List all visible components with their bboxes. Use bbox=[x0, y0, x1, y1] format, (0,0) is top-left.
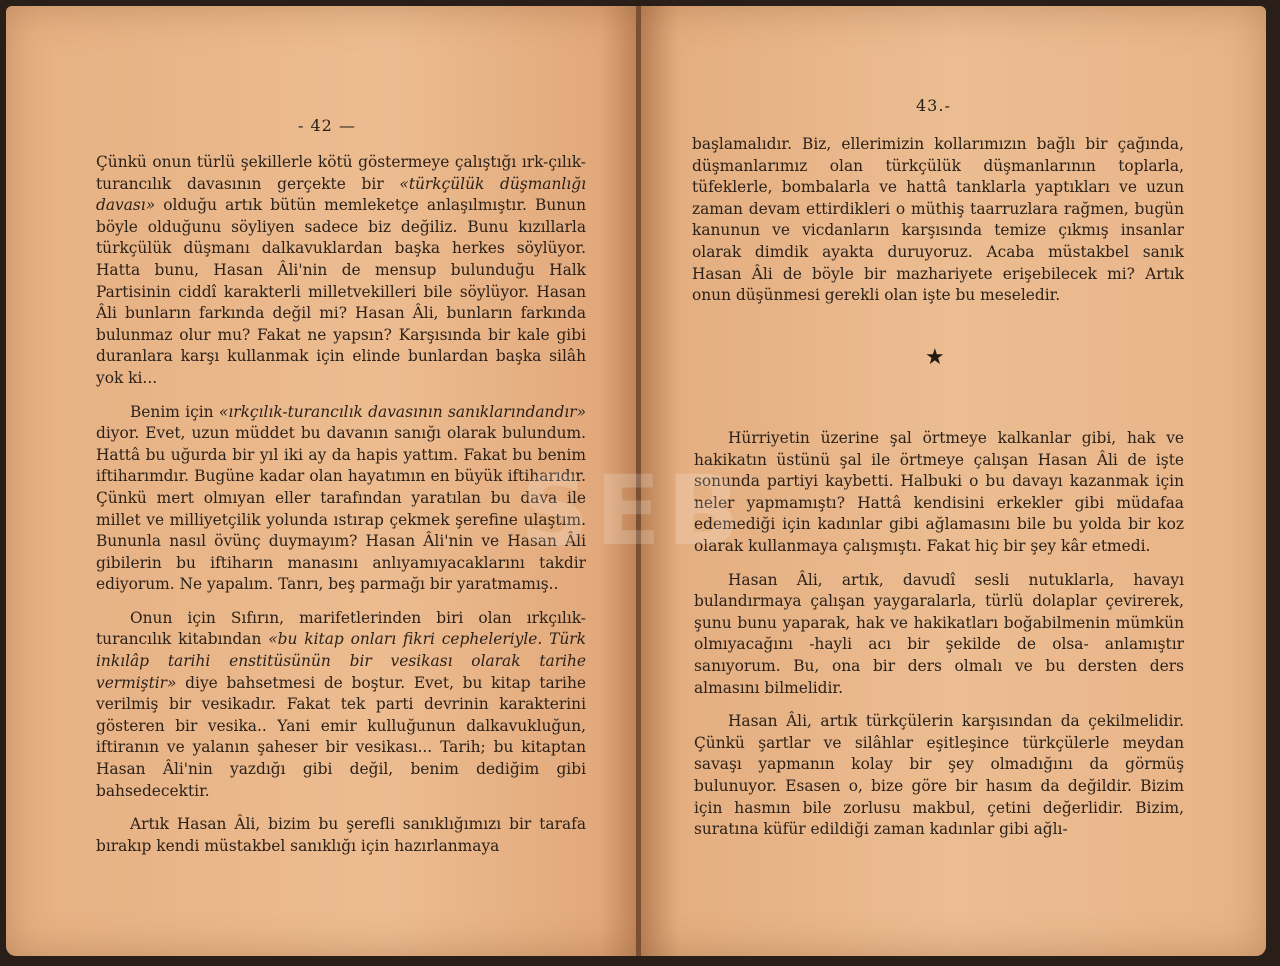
text-run: diyor. Evet, uzun müddet bu davanın sanığı olarak bulundum. Hattâ bu uğurda bir yıl iki ay da hapis yattım. Fakat bu benim iftiharımdır. Bugüne kadar olan hayatımın en büyük iftiharıdır. Çünkü mert olmıyan eller tarafından yaratılan bu dava ile millet ve milliyetçilik yolunda ıstırap çekmek şerefine ulaştım. Bununla nasıl övünç duymayım? Hasan Âli'nin ve Hasan Âli gibilerin bu iftiharın manasını anlıyamıyacaklarını takdir ediyorum. Ne yapalım. Tanrı, beş parmağı bir yaratmamış.. bbox=[96, 424, 586, 594]
text-run: Hürriyetin üzerine şal örtmeye kalkanlar gibi, hak ve hakikatın üstünü şal ile örtmeye çalışan Hasan Âli de işte sonunda partiyi kaybetti. Halbuki o bu davayı kazanmak için neler yapmamıştı? Hattâ kendisini erkekler gibi müdafaa edemediği için kadınlar gibi ağlamasını bile bu yolda bir koz olarak kullanmaya çalışmıştı. Fakat hiç bir şey kâr etmedi. bbox=[694, 429, 1184, 555]
paragraph bbox=[694, 428, 1184, 558]
paragraph bbox=[692, 134, 1184, 307]
text-run: başlamalıdır. Biz, ellerimizin kollarımızın bağlı bir çağında, düşmanlarımız olan türkçülük düşmanlarının toplarla, tüfeklerle, bombalarla ve hattâ tanklarla yaptıkları ve uzun zaman devam ettirdikleri o müthiş taarruzlara rağmen, bugün kanunun ve vicdanların karşısında temize çıkmış insanlar olarak dimdik ayakta duruyoruz. Acaba müstakbel sanık Hasan Âli de böyle bir mazhariyete erişebilecek mi? Artık onun düşünmesi gerekli olan işte bu meseledir. bbox=[692, 135, 1184, 305]
italic-quote: «türkçülük düşmanlığı davası» bbox=[96, 174, 586, 215]
text-run: Hasan Âli, artık, davudî sesli nutuklarla, havayı bulandırmaya çalışan yaygaralarla, türlü dolaplar çevirerek, şunu bunu yaparak, hak ve hakikatları boğabilmenin mümkün olmıyacağını -hayli acı bir şekilde de olsa- anlamıştır sanıyorum. Bu, ona bir ders olmalı ve bu dersten ders almasını bilmelidir. bbox=[694, 570, 1184, 697]
right-page-text-top bbox=[692, 134, 1184, 307]
paragraph bbox=[694, 711, 1184, 841]
left-page-text bbox=[96, 152, 586, 857]
paragraph bbox=[694, 570, 1184, 700]
text-run: Onun için Sıfırın, marifetlerinden biri olan ırkçılık-turancılık kitabından bbox=[96, 608, 586, 649]
right-page-number: 43.- bbox=[916, 96, 951, 115]
right-page-text-bottom bbox=[694, 428, 1184, 841]
section-separator-star-icon: ★ bbox=[925, 345, 945, 370]
italic-quote: «ırkçılık-turancılık davasının sanıklarındandır» bbox=[218, 402, 586, 421]
paragraph bbox=[96, 402, 586, 596]
paragraph bbox=[96, 814, 586, 857]
left-page-number: - 42 — bbox=[298, 116, 356, 135]
text-run: Benim için bbox=[130, 402, 219, 421]
paragraph bbox=[96, 608, 586, 802]
text-run: diye bahsetmesi de boştur. Evet, bu kitap tarihe verilmiş bir vesikadır. Fakat tek parti devrinin karakterini gösteren bir vesika.. Yani emir kulluğunun dalkavukluğun, iftiranın ve yalanın şaheser bir vesikası... Tarih; bu kitaptan Hasan Âli'nin yazdığı gibi değil, benim dediğim gibi bahsedecektir. bbox=[96, 673, 586, 800]
watermark: SEB bbox=[520, 455, 746, 567]
italic-quote: «bu kitap onları fikri cepheleriyle. Türk inkılâp tarihi enstitüsünün bir vesikası olarak tarihe vermiştir» bbox=[96, 630, 586, 692]
text-run: olduğu artık bütün memleketçe anlaşılmıştır. Bunun böyle olduğunu söyliyen sadece biz değiliz. Bunu kızıllarla türkçülük düşmanı dalkavuklardan başka herkes söylüyor. Hatta bunu, Hasan Âli'nin de mensup bulunduğu Halk Partisinin ciddî karakterli milletvekilleri bile söylüyor. Hasan Âli bunların farkında değil mi? Hasan Âli, bunların farkında bulunmaz olur mu? Fakat ne yapsın? Karşısında bir kale gibi duranlara karşı kullanmak için elinde bunlardan başka silâh yok ki... bbox=[96, 196, 586, 387]
paragraph bbox=[96, 152, 586, 390]
text-run: Çünkü onun türlü şekillerle kötü göstermeye çalıştığı ırk-çılık-turancılık davasının gerçekte bir bbox=[96, 153, 586, 193]
text-run: Hasan Âli, artık türkçülerin karşısından da çekilmelidir. Çünkü şartlar ve silâhlar eşitleşince türkçülerle meydan savaşı yapmanın kolay bir şey olmadığını da görmüş bulunuyor. Esasen o, bize göre bir hasım da değildir. Bizim için hasmın bile zorlusu makbul, çetini değerlidir. Bizim, suratına küfür edildiği zaman kadınlar gibi ağlı- bbox=[694, 712, 1184, 839]
text-run: Artık Hasan Âli, bizim bu şerefli sanıklığımızı bir tarafa bırakıp kendi müstakbel sanıklığı için hazırlanmaya bbox=[96, 815, 586, 855]
